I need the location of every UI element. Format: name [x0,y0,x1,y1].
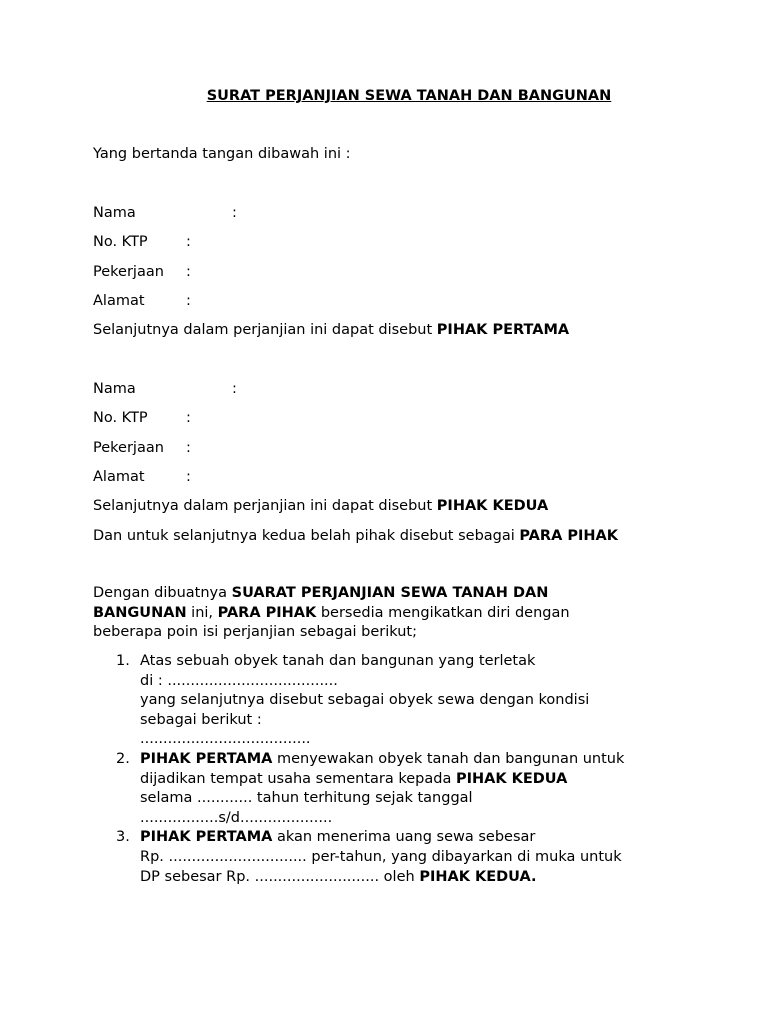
party1-pekerjaan-colon: : [186,264,191,280]
list-item-line [140,868,673,888]
party2-designation [93,496,548,516]
intro-text-1: Dengan dibuatnya [93,585,232,601]
party2-pekerjaan-label: Pekerjaan [93,440,164,456]
list-item-line: ..................................... [140,731,311,748]
intro-text-2: ini, [186,604,218,621]
party1-ktp-label: No. KTP [93,234,148,250]
list-item-line: sebagai berikut : [140,711,262,728]
party1-designation-bold: PIHAK PERTAMA [436,322,570,338]
party1-alamat-row [93,291,191,311]
list-item-text: akan menerima uang sewa sebesar [272,829,536,846]
party2-pekerjaan-colon: : [186,440,191,456]
party1-ktp-colon: : [186,234,191,250]
party2-alamat-label: Alamat [93,469,145,485]
list-item-number: 1. [116,653,130,669]
party1-pekerjaan-label: Pekerjaan [93,264,164,280]
party1-designation-text: Selanjutnya dalam perjanjian ini dapat disebut [93,322,437,338]
party2-alamat-colon: : [186,469,191,485]
party2-ktp-label: No. KTP [93,410,148,426]
party1-nama-colon: : [232,205,237,221]
list-item-bold: PIHAK KEDUA [455,770,568,787]
list-item-line: yang selanjutnya disebut sebagai obyek sewa dengan kondisi [140,692,590,709]
list-item-1 [93,652,673,750]
party2-ktp-row [93,408,191,428]
party2-ktp-colon: : [186,410,191,426]
list-item-text: DP sebesar Rp. ........................... oleh [140,868,420,885]
list-item-line: Atas sebuah obyek tanah dan bangunan yang terletak [140,653,536,669]
intro-bold-1: SUARAT PERJANJIAN SEWA TANAH DAN BANGUNAN [93,585,549,621]
both-parties-line [93,526,618,546]
party2-pekerjaan-row [93,438,191,458]
intro-paragraph [93,584,633,643]
agreement-points-list [93,652,673,887]
list-item-line [140,750,673,770]
opening-line: Yang bertanda tangan dibawah ini : [93,146,351,162]
both-parties-text: Dan untuk selanjutnya kedua belah pihak disebut sebagai [93,528,520,544]
list-item-line: selama ............ tahun terhitung sejak tanggal [140,790,473,807]
party2-alamat-row [93,467,191,487]
list-item-text: dijadikan tempat usaha sementara kepada [140,770,456,787]
list-item-line [140,770,673,790]
party1-nama-row [93,203,237,223]
party2-nama-row [93,379,237,399]
party2-nama-label: Nama [93,381,136,397]
list-item-bold: PIHAK KEDUA. [419,868,537,885]
intro-text-3: bersedia mengikatkan diri dengan beberapa poin isi perjanjian sebagai berikut; [93,604,570,641]
list-item-number: 3. [116,829,130,846]
list-item-number: 2. [116,750,130,767]
list-item-bold: PIHAK PERTAMA [140,829,273,846]
both-parties-bold: PARA PIHAK [519,528,618,544]
list-item-bold: PIHAK PERTAMA [140,750,273,767]
party1-ktp-row [93,232,191,252]
list-item-line [140,828,673,848]
list-item-line: .................s/d.................... [140,809,333,826]
list-item-text: menyewakan obyek tanah dan bangunan untuk [272,750,625,767]
party2-designation-text: Selanjutnya dalam perjanjian ini dapat disebut [93,498,437,514]
party1-designation [93,320,569,340]
party1-alamat-colon: : [186,293,191,309]
party1-pekerjaan-row [93,262,191,282]
list-item-3 [93,828,673,887]
party1-alamat-label: Alamat [93,293,145,309]
party2-designation-bold: PIHAK KEDUA [436,498,549,514]
list-item-2 [93,750,673,828]
list-item-line: Rp. .............................. per-tahun, yang dibayarkan di muka untuk [140,848,622,865]
list-item-line: di : ..................................... [140,672,338,689]
party1-nama-label: Nama [93,205,136,221]
document-title: SURAT PERJANJIAN SEWA TANAH DAN BANGUNAN [206,88,612,104]
intro-bold-2: PARA PIHAK [217,604,317,621]
party2-nama-colon: : [232,381,237,397]
